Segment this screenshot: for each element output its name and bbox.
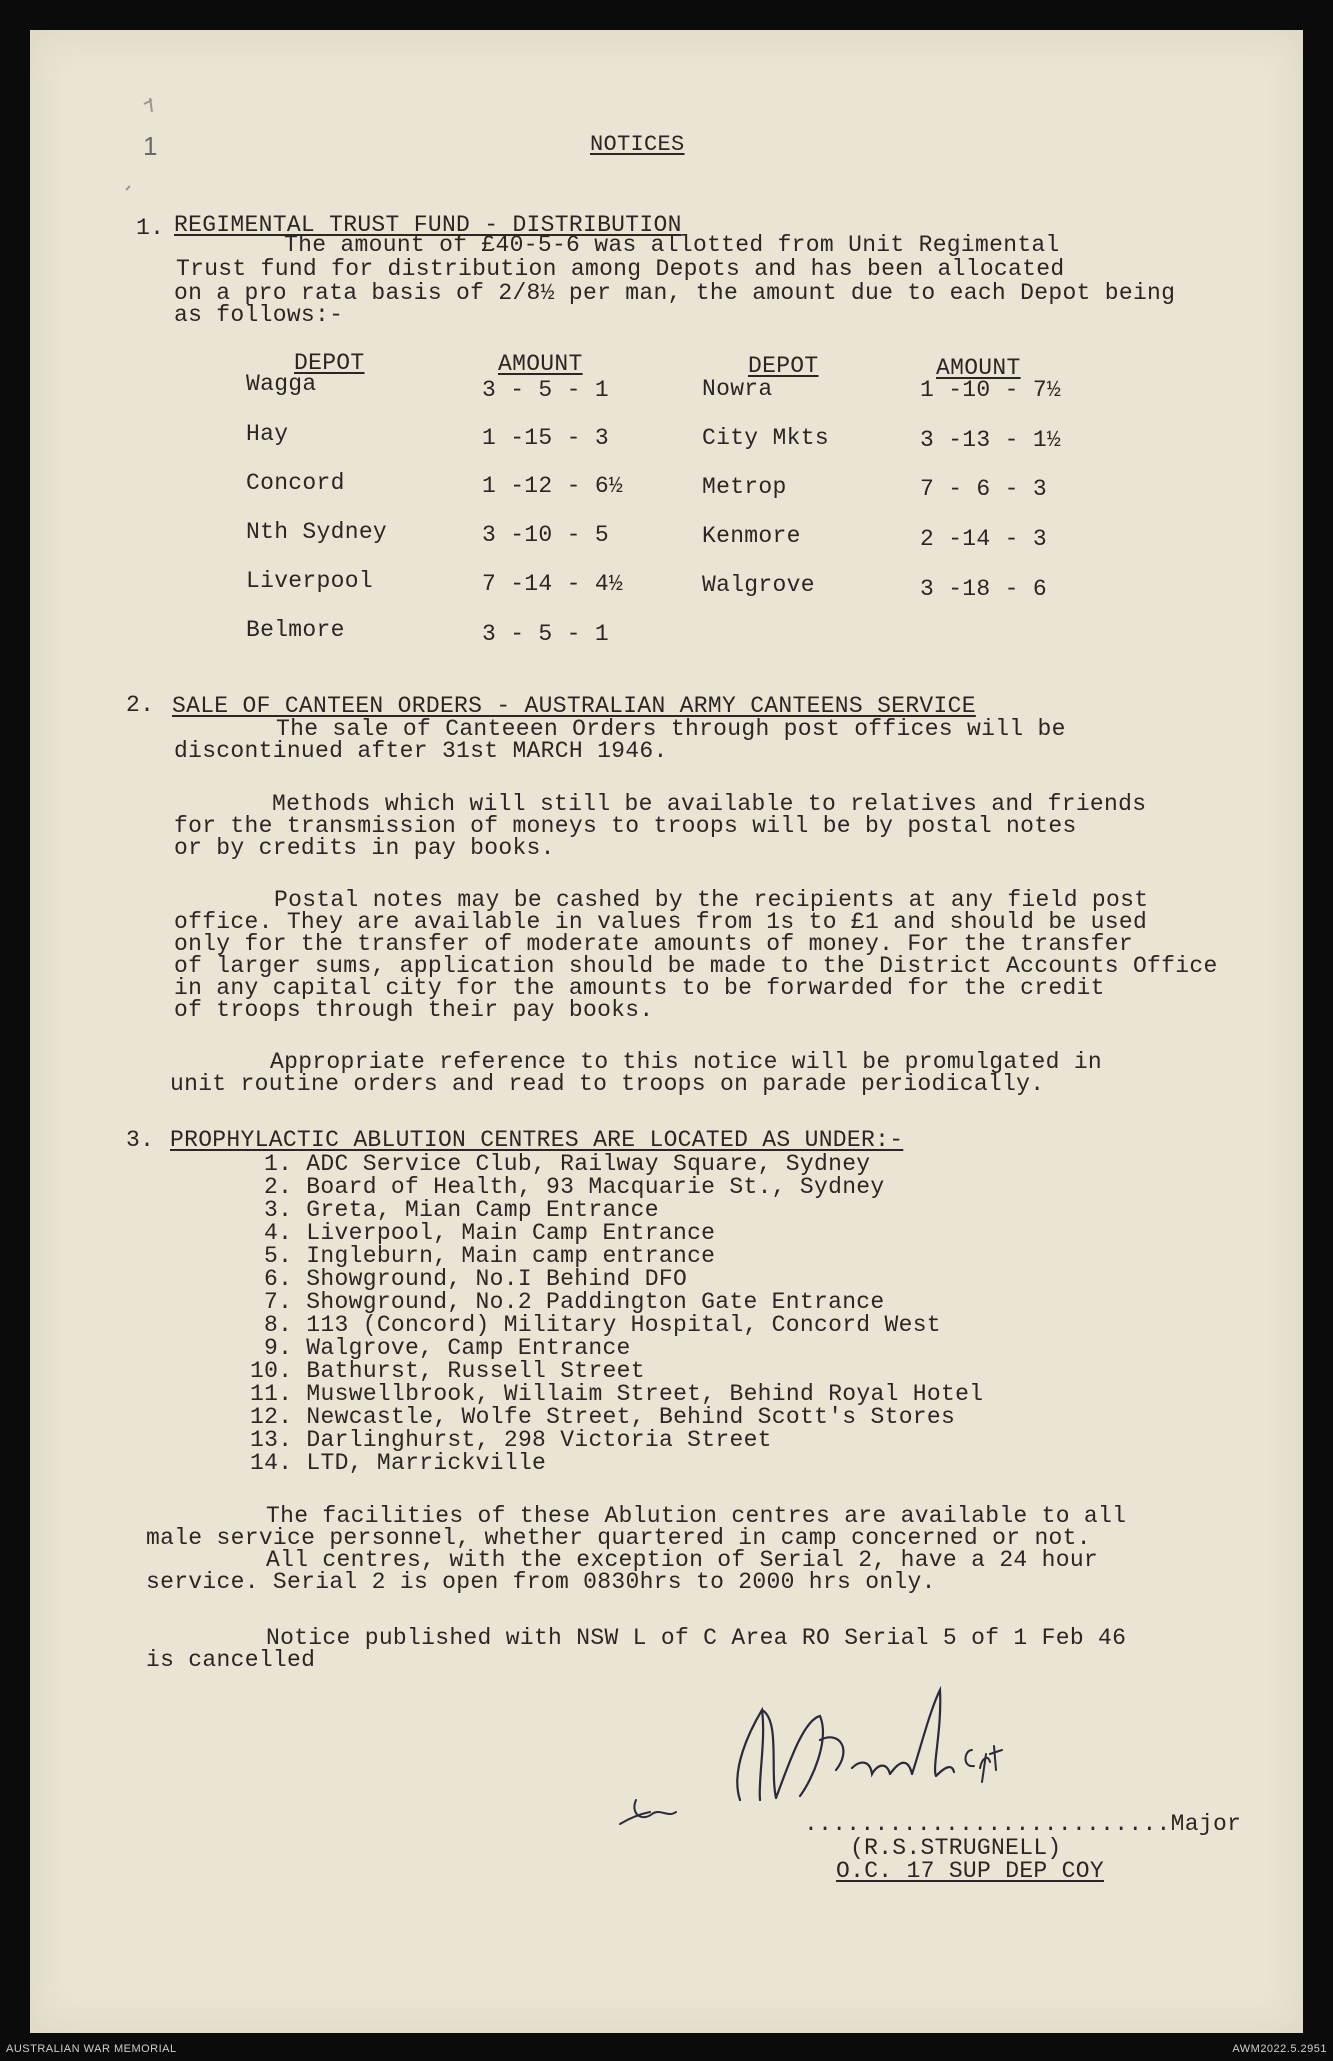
depot-amount: 3 - 5 - 1 <box>482 621 609 647</box>
depot-header-left: DEPOT <box>294 350 365 376</box>
page-title: NOTICES <box>590 132 685 157</box>
list-item: 7. Showground, No.2 Paddington Gate Entrance <box>264 1289 885 1315</box>
section1-body-line2: Trust fund for distribution among Depots and has been allocated <box>176 256 1065 282</box>
depot-name: Wagga <box>246 371 317 397</box>
list-item: 8. 113 (Concord) Military Hospital, Concord West <box>264 1312 941 1338</box>
section1-body-line4: as follows:- <box>174 302 344 328</box>
list-item: 14. LTD, Marrickville <box>250 1450 547 1476</box>
signatory-unit: O.C. 17 SUP DEP COY <box>836 1858 1104 1884</box>
section2-p3-line6: of troops through their pay books. <box>174 997 654 1023</box>
depot-header-right: DEPOT <box>748 353 819 379</box>
depot-name: Liverpool <box>246 568 373 594</box>
depot-name: Kenmore <box>702 523 801 549</box>
footer-left: AUSTRALIAN WAR MEMORIAL <box>6 2043 177 2055</box>
list-item: 6. Showground, No.I Behind DFO <box>264 1266 688 1292</box>
list-item: 5. Ingleburn, Main camp entrance <box>264 1243 716 1269</box>
depot-amount: 7 - 6 - 3 <box>920 476 1047 502</box>
section2-p3-line1: Postal notes may be cashed by the recipients at any field post <box>274 887 1149 913</box>
list-item: 3. Greta, Mian Camp Entrance <box>264 1197 659 1223</box>
depot-amount: 3 - 5 - 1 <box>482 377 609 403</box>
depot-amount: 3 -18 - 6 <box>920 576 1047 602</box>
depot-amount: 1 -15 - 3 <box>482 425 609 451</box>
section2-p2-line3: or by credits in pay books. <box>174 835 555 861</box>
section1-heading: REGIMENTAL TRUST FUND - DISTRIBUTION <box>174 212 682 238</box>
section3-p3-line1: Notice published with NSW L of C Area RO Serial 5 of 1 Feb 46 <box>266 1625 1127 1651</box>
signatory-name: (R.S.STRUGNELL) <box>850 1835 1062 1861</box>
depot-amount: 7 -14 - 4½ <box>482 571 624 597</box>
list-item: 2. Board of Health, 93 Macquarie St., Sydney <box>264 1174 885 1200</box>
depot-name: Nth Sydney <box>246 519 388 545</box>
depot-amount: 1 -12 - 6½ <box>482 473 624 499</box>
section2-p3-line5: in any capital city for the amounts to be forwarded for the credit <box>174 975 1105 1001</box>
section2-p3-line2: office. They are available in values from 1s to £1 and should be used <box>174 909 1148 935</box>
document-page <box>30 30 1303 2033</box>
section2-p4-line1: Appropriate reference to this notice will be promulgated in <box>270 1049 1103 1075</box>
amount-header-left: AMOUNT <box>498 351 583 377</box>
depot-amount: 1 -10 - 7½ <box>920 377 1062 403</box>
section3-number: 3. <box>126 1127 155 1153</box>
list-item: 11. Muswellbrook, Willaim Street, Behind Royal Hotel <box>250 1381 984 1407</box>
section3-p2-line2: service. Serial 2 is open from 0830hrs to 2000 hrs only. <box>146 1569 936 1595</box>
depot-name: Nowra <box>702 376 773 402</box>
depot-amount: 3 -10 - 5 <box>482 522 609 548</box>
section2-p1-line2: discontinued after 31st MARCH 1946. <box>174 738 668 764</box>
section3-p1-line1: The facilities of these Ablution centres are available to all <box>266 1503 1127 1529</box>
list-item: 12. Newcastle, Wolfe Street, Behind Scott's Stores <box>250 1404 956 1430</box>
pencil-mark-icon <box>114 90 174 200</box>
section2-p1-line1: The sale of Canteeen Orders through post offices will be <box>276 716 1066 742</box>
footer-right: AWM2022.5.2951 <box>1232 2043 1327 2055</box>
list-item: 1. ADC Service Club, Railway Square, Sydney <box>264 1151 871 1177</box>
list-item: 9. Walgrove, Camp Entrance <box>264 1335 631 1361</box>
section2-p3-line3: only for the transfer of moderate amounts of money. For the transfer <box>174 931 1133 957</box>
list-item: 4. Liverpool, Main Camp Entrance <box>264 1220 716 1246</box>
depot-name: Belmore <box>246 617 345 643</box>
section3-p1-line2: male service personnel, whether quartered in camp concerned or not. <box>146 1525 1091 1551</box>
depot-amount: 3 -13 - 1½ <box>920 427 1062 453</box>
list-item: 13. Darlinghurst, 298 Victoria Street <box>250 1427 772 1453</box>
section3-p3-line2: is cancelled <box>146 1647 316 1673</box>
depot-name: City Mkts <box>702 425 829 451</box>
section3-heading: PROPHYLACTIC ABLUTION CENTRES ARE LOCATED AS UNDER:- <box>170 1127 904 1153</box>
amount-header-right: AMOUNT <box>936 355 1021 381</box>
signature-major-line: ..........................Major <box>804 1811 1242 1837</box>
depot-name: Concord <box>246 470 345 496</box>
section1-body-line1: The amount of £40-5-6 was allotted from Unit Regimental <box>284 232 1060 258</box>
list-item: 10. Bathurst, Russell Street <box>250 1358 645 1384</box>
section1-number: 1. <box>136 215 165 241</box>
section2-p3-line4: of larger sums, application should be made to the District Accounts Office <box>174 953 1218 979</box>
section1-body-line3: on a pro rata basis of 2/8½ per man, the amount due to each Depot being <box>174 280 1176 306</box>
section2-p2-line1: Methods which will still be available to relatives and friends <box>272 791 1147 817</box>
depot-name: Hay <box>246 421 289 447</box>
section2-number: 2. <box>126 692 155 718</box>
depot-amount: 2 -14 - 3 <box>920 526 1047 552</box>
section3-p2-line1: All centres, with the exception of Serial 2, have a 24 hour <box>266 1547 1099 1573</box>
depot-name: Metrop <box>702 474 787 500</box>
section2-p2-line2: for the transmission of moneys to troops will be by postal notes <box>174 813 1077 839</box>
page-marker: 1 <box>143 131 158 161</box>
section2-heading: SALE OF CANTEEN ORDERS - AUSTRALIAN ARMY CANTEENS SERVICE <box>172 693 976 719</box>
depot-name: Walgrove <box>702 572 815 598</box>
section2-p4-line2: unit routine orders and read to troops on parade periodically. <box>170 1071 1045 1097</box>
